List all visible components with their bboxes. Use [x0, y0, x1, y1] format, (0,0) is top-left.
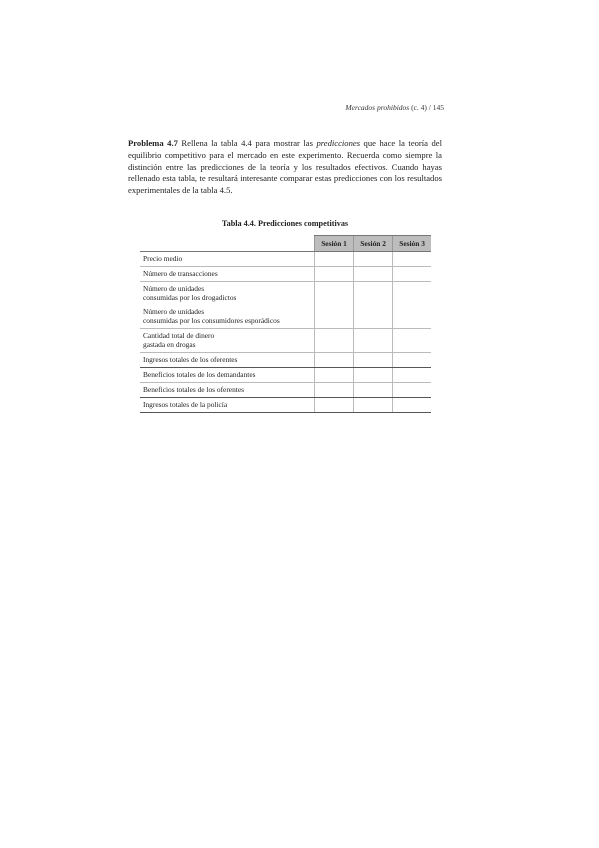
- value-cell[interactable]: [393, 383, 431, 398]
- value-cell[interactable]: [315, 282, 354, 306]
- row-label-line: Ingresos totales de la policía: [143, 400, 228, 409]
- value-cell[interactable]: [393, 305, 431, 329]
- value-cell[interactable]: [354, 329, 393, 353]
- table-row: [140, 267, 431, 282]
- problem-paragraph: [128, 138, 442, 197]
- value-cell[interactable]: [354, 252, 393, 267]
- table-row: [140, 252, 431, 267]
- value-cell[interactable]: [315, 267, 354, 282]
- row-label: [140, 267, 315, 282]
- table-title: Tabla 4.4. Predicciones competitivas: [221, 219, 349, 228]
- value-cell[interactable]: [354, 398, 393, 413]
- value-cell[interactable]: [393, 329, 431, 353]
- value-cell[interactable]: [354, 305, 393, 329]
- row-label: [140, 368, 315, 383]
- row-label-line: Cantidad total de dinero: [143, 331, 215, 340]
- column-header: Sesión 3: [393, 236, 431, 252]
- value-cell[interactable]: [354, 368, 393, 383]
- row-label: [140, 329, 315, 353]
- problem-label: Problema 4.7: [128, 138, 178, 148]
- value-cell[interactable]: [393, 398, 431, 413]
- value-cell[interactable]: [393, 252, 431, 267]
- row-label: [140, 305, 315, 329]
- value-cell[interactable]: [315, 329, 354, 353]
- row-label-line: consumidas por los consumidores esporádicos: [143, 316, 280, 326]
- table-row: [140, 383, 431, 398]
- running-title: Mercados prohibidos: [345, 103, 410, 112]
- value-cell[interactable]: [354, 282, 393, 306]
- row-label: [140, 353, 315, 368]
- table-row: [140, 282, 431, 306]
- table-row: [140, 305, 431, 329]
- header-separator: /: [428, 103, 431, 112]
- header-blank-cell: [140, 236, 315, 252]
- table-header-row: [140, 236, 431, 252]
- row-label-line: Número de unidades: [143, 284, 205, 293]
- value-cell[interactable]: [315, 383, 354, 398]
- row-label-line: Beneficios totales de los oferentes: [143, 385, 244, 394]
- table-row: [140, 368, 431, 383]
- predictions-table: [140, 235, 431, 413]
- running-header: [345, 103, 444, 112]
- value-cell[interactable]: [393, 282, 431, 306]
- page-number: 145: [432, 103, 444, 112]
- table-row: [140, 329, 431, 353]
- problem-emphasis: predicciones: [316, 138, 361, 148]
- table-row: [140, 398, 431, 413]
- value-cell[interactable]: [315, 353, 354, 368]
- value-cell[interactable]: [315, 368, 354, 383]
- row-label-line: Número de transacciones: [143, 269, 218, 278]
- value-cell[interactable]: [354, 353, 393, 368]
- value-cell[interactable]: [393, 368, 431, 383]
- value-cell[interactable]: [393, 353, 431, 368]
- problem-text-2: que hace la teoría del equilibrio competitivo para el mercado en este experimento. Recuerda como siempre la distinción entre las predicciones de la teoría y los resultados efectivos. Cuando hayas rellenado esta tabla, te resultará interesante comparar estas predicciones con los resultados experimentales de la tabla 4.5.: [128, 138, 442, 196]
- value-cell[interactable]: [354, 267, 393, 282]
- column-header: Sesión 2: [354, 236, 393, 252]
- row-label: [140, 398, 315, 413]
- row-label: [140, 282, 315, 306]
- row-label-line: Ingresos totales de los oferentes: [143, 355, 238, 364]
- problem-text-1: Rellena la tabla 4.4 para mostrar las: [177, 138, 317, 148]
- row-label-line: consumidas por los drogadictos: [143, 293, 237, 303]
- chapter-ref: (c. 4): [411, 103, 427, 112]
- row-label-line: gastada en drogas: [143, 340, 196, 350]
- row-label-line: Beneficios totales de los demandantes: [143, 370, 256, 379]
- value-cell[interactable]: [315, 398, 354, 413]
- row-label-line: Precio medio: [143, 254, 183, 263]
- value-cell[interactable]: [315, 252, 354, 267]
- row-label-line: Número de unidades: [143, 307, 205, 316]
- table-row: [140, 353, 431, 368]
- column-header: Sesión 1: [315, 236, 354, 252]
- row-label: [140, 252, 315, 267]
- value-cell[interactable]: [354, 383, 393, 398]
- value-cell[interactable]: [393, 267, 431, 282]
- value-cell[interactable]: [315, 305, 354, 329]
- row-label: [140, 383, 315, 398]
